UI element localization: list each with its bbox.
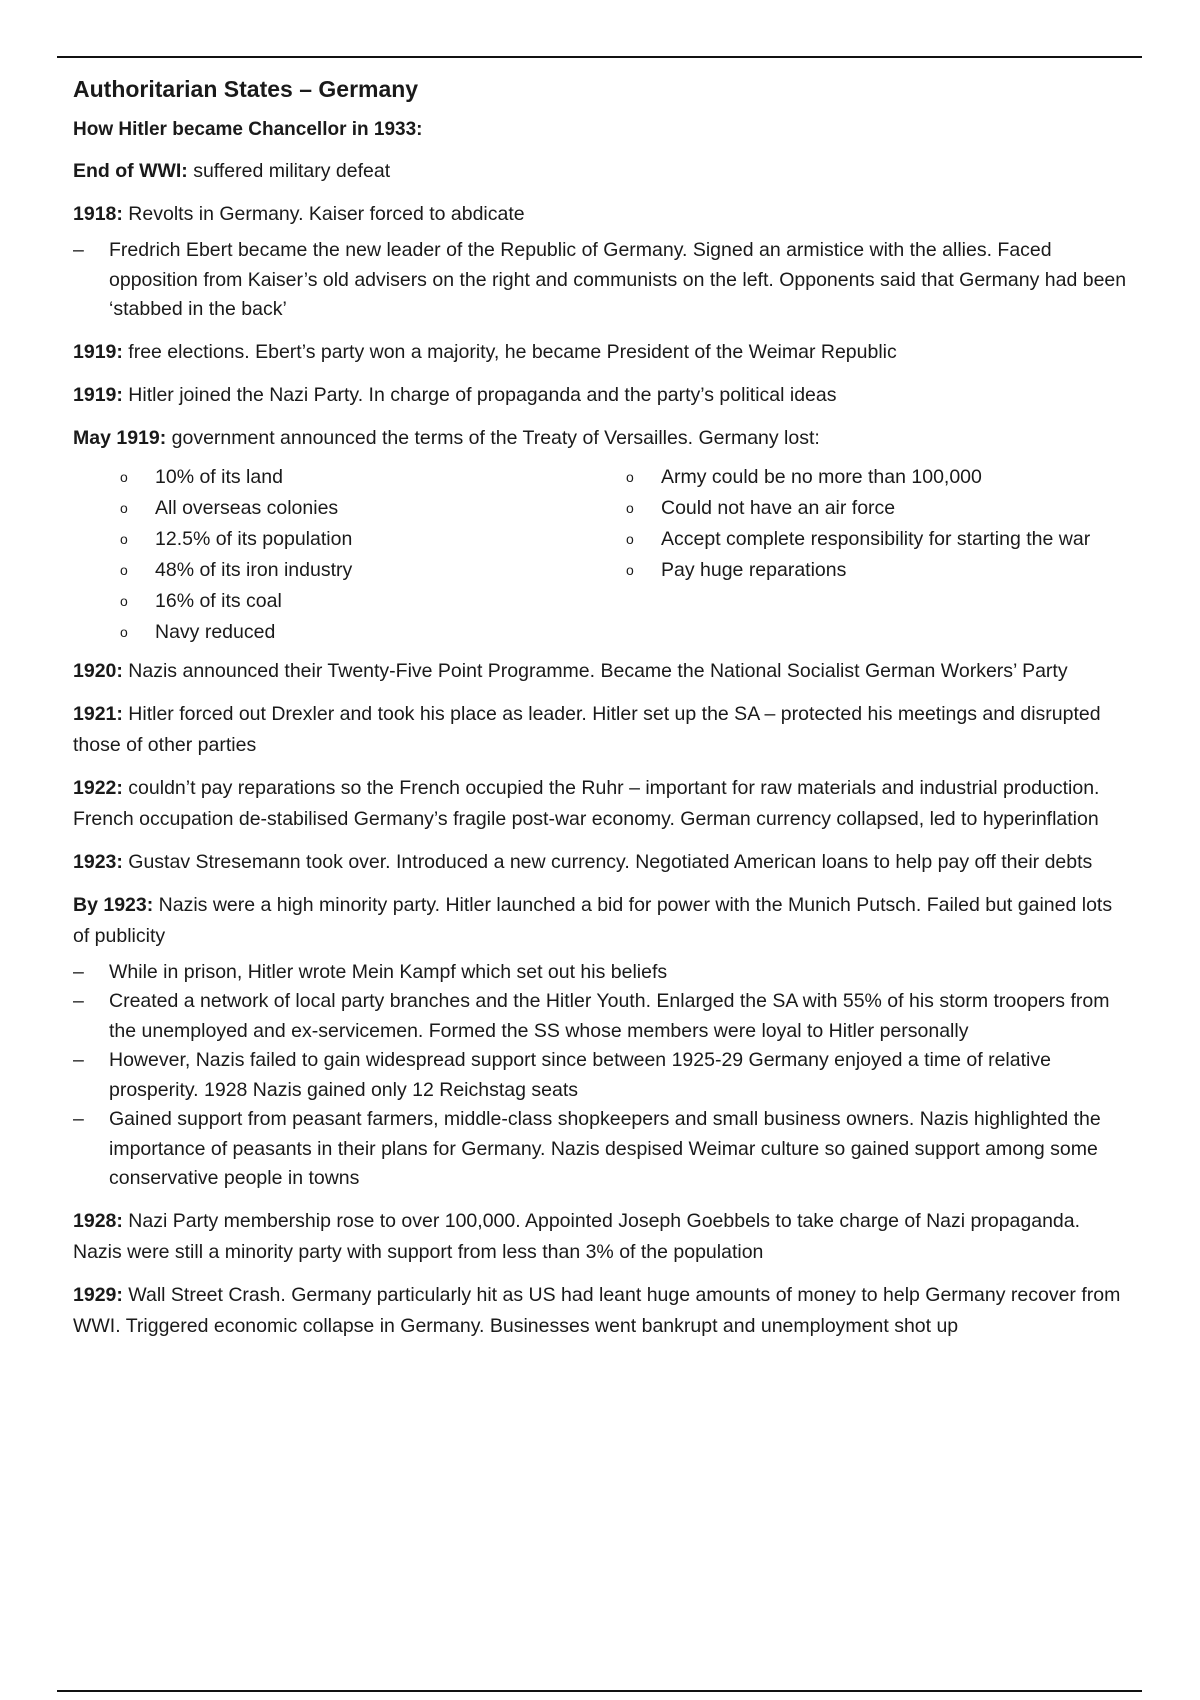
losses-right-column — [626, 462, 1096, 648]
dash-list-ebert — [73, 236, 1133, 325]
list-item: o 12.5% of its population — [120, 527, 353, 550]
list-item: – Fredrich Ebert became the new leader of the Republic of Germany. Signed an armistice with the allies. Faced opposition from Kaiser’s old advisers on the right and communists on the left. Opponents said that Germany had been ‘stabbed in the back’ — [73, 239, 1127, 320]
paragraph-by-1923: By 1923: Nazis were a high minority party. Hitler launched a bid for power with the Munich Putsch. Failed but gained lots of publicity — [73, 893, 1113, 947]
list-item: o 48% of its iron industry — [120, 558, 353, 581]
list-item: – While in prison, Hitler wrote Mein Kampf which set out his beliefs — [73, 960, 668, 983]
list-item: o Accept complete responsibility for starting the war — [626, 527, 1091, 550]
dash-list-nazi-growth — [73, 958, 1133, 1194]
bottom-rule — [57, 1690, 1142, 1692]
paragraph-1920: 1920: Nazis announced their Twenty-Five Point Programme. Became the National Socialist German Workers’ Party — [73, 659, 1068, 682]
list-item: o All overseas colonies — [120, 496, 339, 519]
paragraph-1918: 1918: Revolts in Germany. Kaiser forced to abdicate — [73, 203, 525, 225]
list-item: o 10% of its land — [120, 465, 283, 488]
paragraph-1923: 1923: Gustav Stresemann took over. Introduced a new currency. Negotiated American loans to help pay off their debts — [73, 850, 1093, 873]
list-item: o 16% of its coal — [120, 589, 282, 612]
paragraph-1928: 1928: Nazi Party membership rose to over 100,000. Appointed Joseph Goebbels to take charge of Nazi propaganda. Nazis were still a minority party with support from less than 3% of the population — [73, 1209, 1081, 1263]
document-subtitle: How Hitler became Chancellor in 1933: — [73, 119, 423, 140]
paragraph-1921: 1921: Hitler forced out Drexler and took his place as leader. Hitler set up the SA – protected his meetings and disrupted those of other parties — [73, 702, 1101, 756]
list-item: – Gained support from peasant farmers, middle-class shopkeepers and small business owners. Nazis highlighted the importance of peasants in their plans for Germany. Nazis despised Weimar culture so gained support among some conservative people in towns — [73, 1108, 1101, 1189]
list-item: o Navy reduced — [120, 620, 276, 643]
losses-left-column — [120, 462, 590, 648]
paragraph-1919-elections: 1919: free elections. Ebert’s party won a majority, he became President of the Weimar Republic — [73, 340, 897, 363]
versailles-losses — [73, 462, 1133, 648]
document-page — [73, 74, 1133, 1354]
list-item: o Pay huge reparations — [626, 558, 847, 581]
paragraph-may-1919: May 1919: government announced the terms of the Treaty of Versailles. Germany lost: — [73, 426, 820, 449]
paragraph-1922: 1922: couldn’t pay reparations so the French occupied the Ruhr – important for raw materials and industrial production. French occupation de-stabilised Germany’s fragile post-war economy. German currency collapsed, led to hyperinflation — [73, 776, 1100, 830]
top-rule — [57, 56, 1142, 58]
list-item: o Could not have an air force — [626, 496, 896, 519]
document-title: Authoritarian States – Germany — [73, 76, 419, 102]
paragraph-1919-hitler: 1919: Hitler joined the Nazi Party. In charge of propaganda and the party’s political ideas — [73, 383, 837, 406]
paragraph-end-of-wwi: End of WWI: suffered military defeat — [73, 160, 391, 182]
paragraph-1929: 1929: Wall Street Crash. Germany particularly hit as US had leant huge amounts of money to help Germany recover from WWI. Triggered economic collapse in Germany. Businesses went bankrupt and unemployment shot up — [73, 1283, 1121, 1337]
list-item: – However, Nazis failed to gain widespread support since between 1925-29 Germany enjoyed a time of relative prosperity. 1928 Nazis gained only 12 Reichstag seats — [73, 1049, 1051, 1101]
list-item: o Army could be no more than 100,000 — [626, 465, 982, 488]
list-item: – Created a network of local party branches and the Hitler Youth. Enlarged the SA with 55% of his storm troopers from the unemployed and ex-servicemen. Formed the SS whose members were loyal to Hitler personally — [73, 990, 1110, 1042]
